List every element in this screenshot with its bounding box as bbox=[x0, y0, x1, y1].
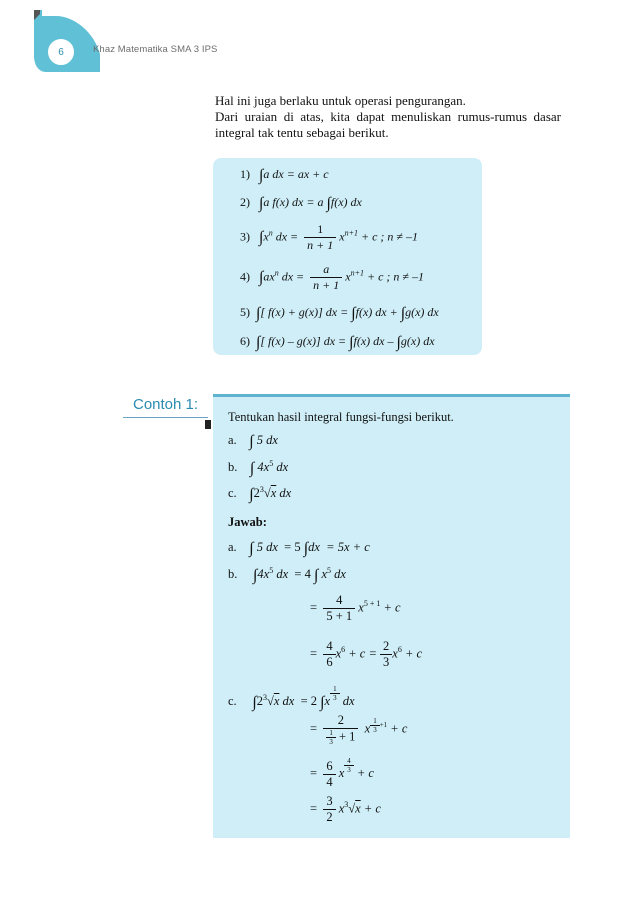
answer-c-step-3: = $\frac{6}{4}$ x $\frac{4}{3}$ + c bbox=[310, 757, 374, 789]
rule-4: 4) $\int ax^n$ dx = $\frac{a}{n + 1}$ $x^{n+1} + c$ ; n ≠ –1 bbox=[240, 262, 425, 292]
example-marker bbox=[205, 420, 211, 429]
rule-6: 6) ∫[ f(x) – g(x)] dx = ∫f(x) dx – ∫g(x) dx bbox=[240, 334, 435, 351]
question-a: a. ∫ 5 dx bbox=[228, 433, 278, 450]
formula-box bbox=[213, 158, 482, 355]
answer-label: Jawab: bbox=[228, 515, 267, 529]
intro-line-1: Hal ini juga berlaku untuk operasi pengurangan. bbox=[215, 93, 466, 108]
example-label: Contoh 1: bbox=[133, 396, 199, 413]
question-b: b. ∫ $4x^5$ dx bbox=[228, 458, 289, 477]
answer-b: b. $\int 4x^5$ dx = 4 ∫ $x^5$ dx bbox=[228, 565, 346, 584]
rule-3: 3) $\int x^n$ dx = $\frac{1}{n + 1}$ $x^{n+1} + c$ ; n ≠ –1 bbox=[240, 222, 419, 252]
example-label-underline bbox=[123, 417, 208, 418]
rule-5: 5) ∫[ f(x) + g(x)] dx = ∫f(x) dx + ∫g(x) dx bbox=[240, 305, 439, 322]
answer-b-step-2: = $\frac{4}{5 + 1}$ $x^{5 + 1} + c$ bbox=[310, 593, 401, 623]
answer-a: a. ∫ 5 dx = 5 ∫dx = 5x + c bbox=[228, 540, 370, 557]
page-number: 6 bbox=[46, 37, 76, 67]
book-title: Khaz Matematika SMA 3 IPS bbox=[93, 44, 218, 55]
rule-2: 2) ∫a f(x) dx = a ∫f(x) dx bbox=[240, 195, 362, 212]
intro-line-3: integral tak tentu sebagai berikut. bbox=[215, 125, 389, 140]
answer-c: c. $\int 2^3√x$ dx = 2 ∫x $\frac{1}{3}$ dx bbox=[228, 685, 355, 712]
answer-c-step-2: = 2 $\frac{1}{3}$ + 1 x $^{\frac{1}{3} +1}$ + c bbox=[310, 713, 408, 746]
example-question: Tentukan hasil integral fungsi-fungsi berikut. bbox=[228, 410, 454, 424]
intro-line-2: Dari uraian di atas, kita dapat menuliskan rumus-rumus dasar bbox=[215, 109, 561, 124]
rule-1: 1) ∫a dx = ax + c bbox=[240, 167, 329, 184]
example-top-border bbox=[213, 394, 570, 397]
answer-c-step-4: = $\frac{3}{2}$ $x^3√x + c$ bbox=[310, 794, 381, 824]
question-c: c. $\int 2^3√x$ dx bbox=[228, 484, 292, 503]
answer-b-step-3: = $\frac{4}{6}$ $x^6 + c$ = $\frac{2}{3}$ $x^6 + c$ bbox=[310, 639, 423, 669]
